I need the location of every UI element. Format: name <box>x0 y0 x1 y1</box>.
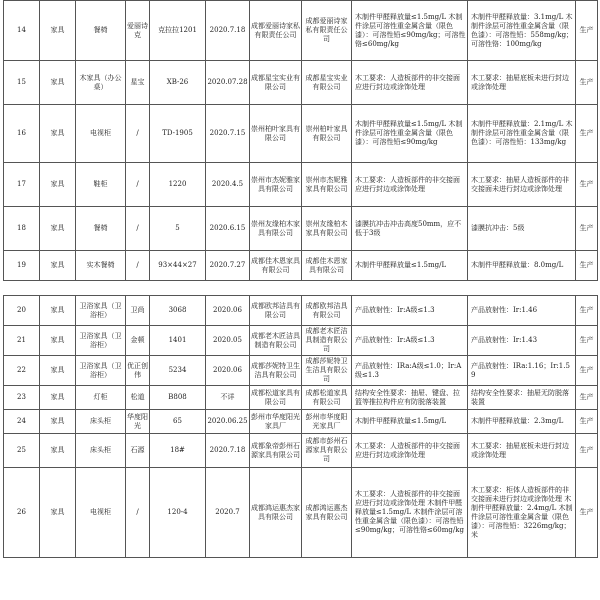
table-row <box>4 296 598 326</box>
table-row <box>4 386 598 410</box>
cell-no: 17 <box>4 163 40 207</box>
cell-seller: 崇州柏叶家具有限公司 <box>302 105 352 163</box>
cell-model: TD-1905 <box>150 105 206 163</box>
cell-result: 木制件甲醛释放量：2.1mg/L 木制件涂层可溶性重金属含量（限色漆）：可溶性铅：133mg/kg <box>468 105 576 163</box>
table-row <box>4 251 598 281</box>
cell-maker: 成都老木匠洁具制造有限公司 <box>250 326 302 356</box>
cell-date: 2020.05 <box>206 326 250 356</box>
table-row <box>4 410 598 434</box>
cell-seller: 成都鸿运惠杰家具有限公司 <box>302 468 352 558</box>
cell-cat: 家具 <box>40 386 76 410</box>
cell-seller: 成都市彭州石源家具有限公司 <box>302 434 352 468</box>
cell-name: 床头柜 <box>76 410 126 434</box>
cell-model: 5234 <box>150 356 206 386</box>
cell-link: 生产 <box>576 105 598 163</box>
cell-seller: 彭州市华度阳光家具厂 <box>302 410 352 434</box>
cell-no: 23 <box>4 386 40 410</box>
cell-link: 生产 <box>576 1 598 61</box>
cell-model: 克拉拉1201 <box>150 1 206 61</box>
cell-model: B808 <box>150 386 206 410</box>
cell-link: 生产 <box>576 356 598 386</box>
cell-result: 结构安全性要求：抽屉无防脱落装置 <box>468 386 576 410</box>
table-row <box>4 434 598 468</box>
cell-cat: 家具 <box>40 326 76 356</box>
cell-name: 鞋柜 <box>76 163 126 207</box>
cell-date: 2020.06 <box>206 296 250 326</box>
cell-brand: / <box>126 163 150 207</box>
cell-name: 餐椅 <box>76 207 126 251</box>
table-gap <box>0 284 600 295</box>
cell-name: 电视柜 <box>76 105 126 163</box>
cell-result: 木制件甲醛释放量：8.0mg/L <box>468 251 576 281</box>
cell-name: 床头柜 <box>76 434 126 468</box>
cell-req: 木制件甲醛释放量≤1.5mg/L <box>352 251 468 281</box>
cell-name: 卫浴家具（卫浴柜） <box>76 356 126 386</box>
cell-link: 生产 <box>576 434 598 468</box>
cell-no: 15 <box>4 61 40 105</box>
cell-brand: 星宝 <box>126 61 150 105</box>
cell-maker: 彭州市华度阳光家具厂 <box>250 410 302 434</box>
cell-brand: / <box>126 468 150 558</box>
table-row <box>4 207 598 251</box>
cell-cat: 家具 <box>40 356 76 386</box>
cell-cat: 家具 <box>40 251 76 281</box>
cell-no: 19 <box>4 251 40 281</box>
cell-brand: / <box>126 251 150 281</box>
cell-name: 电视柜 <box>76 468 126 558</box>
cell-req: 木工要求：人造板部件的非交接面应进行封边或涂饰处理 <box>352 163 468 207</box>
cell-req: 木制件甲醛释放量≤1.5mg/L 木制件涂层可溶性重金属含量（限色漆）：可溶性铅≤90mg/kg；可溶性铬≤60mg/kg <box>352 1 468 61</box>
cell-cat: 家具 <box>40 410 76 434</box>
cell-no: 21 <box>4 326 40 356</box>
cell-link: 生产 <box>576 468 598 558</box>
cell-result: 木工要求：柜体人造板部件的非交接面未进行封边或涂饰处理 木制件甲醛释放量：2.4mg/L 木制件涂层可溶性重金属含量（限色漆）：可溶性铅：3226mg/kg；米 <box>468 468 576 558</box>
cell-brand: 石源 <box>126 434 150 468</box>
cell-seller: 成都松道家具有限公司 <box>302 386 352 410</box>
cell-maker: 崇州友缘柏木家具有限公司 <box>250 207 302 251</box>
cell-maker: 成都爱丽诗家私有限责任公司 <box>250 1 302 61</box>
cell-result: 木工要求：抽屉底板未进行封边或涂饰处理 <box>468 434 576 468</box>
cell-brand: 爱丽诗克 <box>126 1 150 61</box>
cell-req: 结构安全性要求：抽屉、键盘、拉篮等推拉构件应有防脱落装置 <box>352 386 468 410</box>
cell-seller: 崇州友缘柏木家具有限公司 <box>302 207 352 251</box>
cell-model: XB-26 <box>150 61 206 105</box>
cell-name: 卫浴家具（卫浴柜） <box>76 326 126 356</box>
cell-req: 产品放射性：IRa:A级≤1.0；Ir:A级≤1.3 <box>352 356 468 386</box>
table-row <box>4 163 598 207</box>
cell-maker: 成都莎妮特卫生洁具有限公司 <box>250 356 302 386</box>
cell-brand: 卫尚 <box>126 296 150 326</box>
cell-brand: 华度阳光 <box>126 410 150 434</box>
cell-date: 2020.7.15 <box>206 105 250 163</box>
cell-model: 1401 <box>150 326 206 356</box>
cell-req: 木工要求：人造板部件的非交接面应进行封边或涂饰处理 <box>352 61 468 105</box>
cell-cat: 家具 <box>40 163 76 207</box>
cell-req: 产品放射性：Ir:A级≤1.3 <box>352 326 468 356</box>
cell-link: 生产 <box>576 410 598 434</box>
cell-name: 卫浴家具（卫浴柜） <box>76 296 126 326</box>
cell-model: 120-4 <box>150 468 206 558</box>
cell-seller: 成都莎妮特卫生洁具有限公司 <box>302 356 352 386</box>
cell-date: 2020.4.5 <box>206 163 250 207</box>
cell-result: 木工要求：抽屉人造板部件的非交接面未进行封边或涂饰处理 <box>468 163 576 207</box>
cell-brand: / <box>126 105 150 163</box>
cell-cat: 家具 <box>40 468 76 558</box>
table-row <box>4 468 598 558</box>
cell-no: 25 <box>4 434 40 468</box>
cell-maker: 成都佳木恩家具有限公司 <box>250 251 302 281</box>
cell-model: 5 <box>150 207 206 251</box>
cell-maker: 成都欧邦洁具有限公司 <box>250 296 302 326</box>
table-row <box>4 61 598 105</box>
cell-link: 生产 <box>576 251 598 281</box>
cell-req: 木制件甲醛释放量≤1.5mg/L <box>352 410 468 434</box>
cell-seller: 成都欧邦洁具有限公司 <box>302 296 352 326</box>
cell-link: 生产 <box>576 163 598 207</box>
cell-link: 生产 <box>576 386 598 410</box>
cell-no: 14 <box>4 1 40 61</box>
results-table-top <box>3 0 598 281</box>
results-table-bottom <box>3 295 598 558</box>
cell-maker: 成都鸿运惠杰家具有限公司 <box>250 468 302 558</box>
cell-model: 18# <box>150 434 206 468</box>
cell-date: 2020.7 <box>206 468 250 558</box>
cell-maker: 崇州柏叶家具有限公司 <box>250 105 302 163</box>
cell-cat: 家具 <box>40 105 76 163</box>
cell-seller: 崇州市杰妮雅家具有限公司 <box>302 163 352 207</box>
cell-date: 2020.07.28 <box>206 61 250 105</box>
cell-cat: 家具 <box>40 61 76 105</box>
cell-link: 生产 <box>576 326 598 356</box>
cell-result: 漆膜抗冲击：5级 <box>468 207 576 251</box>
cell-date: 2020.7.27 <box>206 251 250 281</box>
cell-model: 65 <box>150 410 206 434</box>
cell-date: 2020.6.15 <box>206 207 250 251</box>
cell-no: 24 <box>4 410 40 434</box>
cell-result: 产品放射性：Ir:1.46 <box>468 296 576 326</box>
cell-maker: 成都星宝实业有限公司 <box>250 61 302 105</box>
cell-req: 漆膜抗冲击冲击高度50mm，应不低于3级 <box>352 207 468 251</box>
cell-result: 木制件甲醛释放量：3.1mg/L 木制件涂层可溶性重金属含量（限色漆）：可溶性铅：558mg/kg；可溶性铬：100mg/kg <box>468 1 576 61</box>
cell-link: 生产 <box>576 207 598 251</box>
table-row <box>4 326 598 356</box>
cell-link: 生产 <box>576 296 598 326</box>
cell-cat: 家具 <box>40 1 76 61</box>
cell-result: 产品放射性：Ir:1.43 <box>468 326 576 356</box>
cell-date: 2020.06 <box>206 356 250 386</box>
cell-cat: 家具 <box>40 207 76 251</box>
cell-req: 木工要求：人造板部件的非交接面应进行封边或涂饰处理 木制件甲醛释放量≤1.5mg/L 木制件涂层可溶性重金属含量（限色漆）：可溶性铅≤90mg/kg；可溶性铬≤60mg/kg <box>352 468 468 558</box>
cell-date: 2020.06.25 <box>206 410 250 434</box>
cell-maker: 崇州市杰妮雅家具有限公司 <box>250 163 302 207</box>
cell-brand: 金顿 <box>126 326 150 356</box>
cell-seller: 成都老木匠洁具制造有限公司 <box>302 326 352 356</box>
cell-req: 木工要求：人造板部件的非交接面应进行封边或涂饰处理 <box>352 434 468 468</box>
cell-link: 生产 <box>576 61 598 105</box>
cell-result: 木制件甲醛释放量：2.3mg/L <box>468 410 576 434</box>
cell-result: 产品放射性：IRa:1.16；Ir:1.59 <box>468 356 576 386</box>
cell-no: 18 <box>4 207 40 251</box>
cell-model: 1220 <box>150 163 206 207</box>
cell-date: 不详 <box>206 386 250 410</box>
cell-maker: 成都松道家具有限公司 <box>250 386 302 410</box>
cell-seller: 成都佳木恩家具有限公司 <box>302 251 352 281</box>
cell-brand: 优正创伟 <box>126 356 150 386</box>
cell-result: 木工要求：抽屉底板未进行封边或涂饰处理 <box>468 61 576 105</box>
cell-no: 20 <box>4 296 40 326</box>
cell-name: 灯柜 <box>76 386 126 410</box>
cell-date: 2020.7.18 <box>206 1 250 61</box>
cell-date: 2020.7.18 <box>206 434 250 468</box>
cell-cat: 家具 <box>40 434 76 468</box>
table-row <box>4 1 598 61</box>
table-row <box>4 356 598 386</box>
cell-model: 93×44×27 <box>150 251 206 281</box>
cell-model: 3068 <box>150 296 206 326</box>
cell-req: 木制件甲醛释放量≤1.5mg/L 木制件涂层可溶性重金属含量（限色漆）：可溶性铅≤90mg/kg <box>352 105 468 163</box>
cell-name: 木家具（办公桌） <box>76 61 126 105</box>
cell-maker: 成都象帝彭州石源家具有限公司 <box>250 434 302 468</box>
cell-no: 16 <box>4 105 40 163</box>
cell-brand: / <box>126 207 150 251</box>
cell-name: 餐椅 <box>76 1 126 61</box>
cell-no: 26 <box>4 468 40 558</box>
cell-brand: 松道 <box>126 386 150 410</box>
cell-seller: 成都爱丽诗家私有限责任公司 <box>302 1 352 61</box>
cell-seller: 成都星宝实业有限公司 <box>302 61 352 105</box>
cell-name: 实木餐椅 <box>76 251 126 281</box>
table-row <box>4 105 598 163</box>
cell-no: 22 <box>4 356 40 386</box>
cell-req: 产品放射性：Ir:A级≤1.3 <box>352 296 468 326</box>
cell-cat: 家具 <box>40 296 76 326</box>
